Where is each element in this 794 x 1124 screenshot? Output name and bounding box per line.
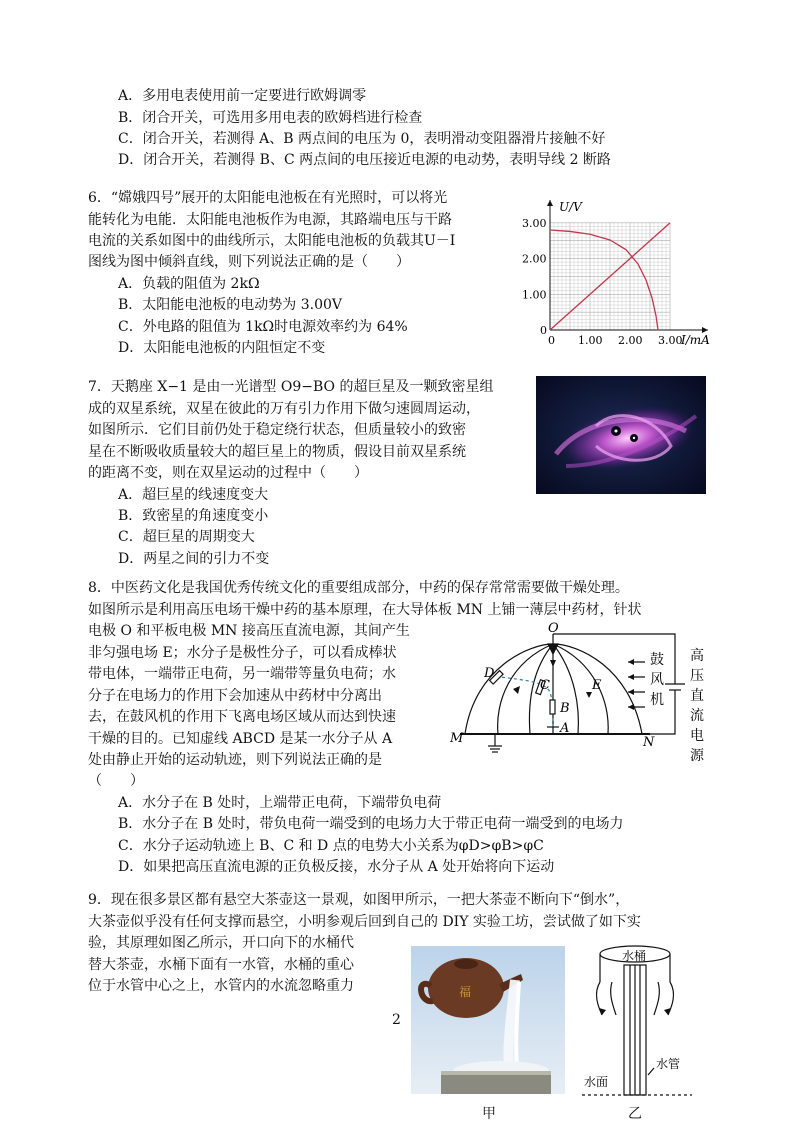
electric-field-diagram	[450, 622, 720, 782]
chart-axes	[547, 200, 708, 333]
chart-y-tick-label: 2.00	[522, 252, 547, 266]
label-b: B	[560, 701, 570, 716]
label-e: E	[592, 678, 602, 693]
figure-yi-caption: 乙	[628, 1106, 642, 1122]
q6-option-b: B．太阳能电池板的电动势为 3.00V	[118, 297, 343, 313]
teapot-photo	[411, 946, 565, 1094]
label-c: C	[540, 678, 550, 693]
q7-stem-1: 7．天鹅座 X−1 是由一光谱型 O9−BO 的超巨星及一颗致密星组	[88, 379, 494, 395]
source-label-6: 源	[690, 748, 704, 764]
q8-stem-9: 处由静止开始的运动轨迹，则下列说法正确的是	[88, 752, 382, 768]
q5-option-d: D．闭合开关，若测得 B、C 两点间的电压接近电源的电动势，表明导线 2 断路	[118, 152, 611, 168]
q7-stem-2: 成的双星系统，双星在彼此的万有引力作用下做匀速圆周运动，	[88, 401, 480, 417]
q9-stem-4: 替大茶壶，水桶下面有一水管，水桶的重心	[88, 957, 354, 973]
q7-stem-3: 如图所示．它们目前仍处于稳定绕行状态，但质量较小的致密	[88, 422, 466, 438]
source-label-5: 电	[690, 728, 704, 744]
q6-option-d: D．太阳能电池板的内阻恒定不变	[118, 340, 326, 356]
high-voltage-source-label	[690, 647, 705, 764]
q6-stem-3: 电流的关系如图中的曲线所示，太阳能电池板的负载其U－I	[88, 233, 456, 249]
source-label-4: 流	[690, 708, 704, 724]
q7-option-b: B．致密星的角速度变小	[118, 508, 269, 524]
chart-y-tick-label: 3.00	[522, 216, 547, 230]
q8-option-b: B．水分子在 B 处时，带负电荷一端受到的电场力大于带正电荷一端受到的电场力	[118, 816, 624, 832]
fan-label-1: 鼓	[650, 652, 664, 668]
water-surface-label: 水面	[584, 1075, 609, 1089]
pipe-label: 水管	[656, 1057, 681, 1071]
chart-x-axis-label: I/mA	[681, 333, 710, 347]
bucket-label: 水桶	[622, 949, 647, 963]
q8-option-d: D．如果把高压直流电源的正负极反接，水分子从 A 处开始将向下运动	[118, 859, 555, 875]
fan-label	[650, 651, 664, 708]
chart-x-tick-label: 1.00	[578, 334, 603, 347]
q8-stem-7: 去，在鼓风机的作用下飞离电场区域从而达到快速	[88, 709, 396, 725]
q9-stem-5: 位于水管中心之上，水管内的水流忽略重力	[88, 978, 354, 994]
source-label-1: 高	[690, 648, 704, 664]
label-a: A	[560, 721, 570, 736]
label-n: N	[643, 735, 655, 750]
q5-option-a: A．多用电表使用前一定要进行欧姆调零	[118, 88, 367, 104]
q7-option-c: C．超巨星的周期变大	[118, 529, 255, 545]
q8-option-a: A．水分子在 B 处时，上端带正电荷，下端带负电荷	[118, 795, 442, 811]
fan-label-2: 风	[650, 672, 664, 688]
q8-option-c: C．水分子运动轨迹上 B、C 和 D 点的电势大小关系为φD>φB>φC	[118, 838, 544, 854]
q8-stem-6: 分子在电场力的作用下会加速从中药材中分离出	[88, 688, 382, 704]
q6-option-c: C．外电路的阻值为 1kΩ时电源效率约为 64%	[118, 319, 408, 335]
chart-y-axis-label: U/V	[559, 200, 582, 214]
q8-stem-4: 非匀强电场 E；水分子是极性分子，可以看成棒状	[88, 645, 397, 661]
label-m: M	[450, 731, 464, 746]
chart-y-tick-label: 1.00	[522, 288, 547, 302]
q6-ui-chart	[520, 195, 720, 350]
q5-option-c: C．闭合开关，若测得 A、B 两点间的电压为 0，表明滑动变阻器滑片接触不好	[118, 131, 606, 147]
q6-stem-2: 能转化为电能．太阳能电池板作为电源，其路端电压与干路	[88, 212, 452, 228]
q8-stem-8: 干燥的目的。已知虚线 ABCD 是某一水分子从 A	[88, 731, 393, 747]
label-d: D	[484, 666, 495, 681]
svg-text:福: 福	[459, 985, 472, 999]
fan-label-3: 机	[650, 692, 664, 708]
q5-option-b: B．闭合开关，可选用多用电表的欧姆档进行检查	[118, 110, 423, 126]
source-label-2: 压	[690, 668, 704, 684]
label-o: O	[548, 622, 559, 636]
q8-stem-5: 带电体，一端带正电荷，另一端带等量负电荷；水	[88, 666, 396, 682]
binary-star-image	[536, 376, 706, 494]
bucket-pipe-diagram	[572, 940, 702, 1102]
chart-y-tick-label: 0	[540, 324, 547, 337]
chart-x-tick-label: 0	[548, 334, 555, 347]
chart-x-tick-label: 2.00	[618, 334, 643, 347]
q9-stem-3: 验，其原理如图乙所示，开口向下的水桶代	[88, 935, 354, 951]
figure-jia-caption: 甲	[482, 1106, 496, 1122]
chart-x-tick-label: 3.00	[658, 334, 683, 347]
q8-stem-10: （ ）	[88, 773, 144, 789]
q6-stem-4: 图线为图中倾斜直线，则下列说法正确的是（ ）	[88, 254, 410, 270]
q9-stem-2: 大茶壶似乎没有任何支撑而悬空，小明参观后回到自己的 DIY 实验工坊，尝试做了如下实	[88, 914, 641, 930]
page-number: 2	[392, 1012, 401, 1028]
q8-stem-3: 电极 O 和平板电极 MN 接高压直流电源，其间产生	[88, 623, 410, 639]
q8-stem-1: 8．中医药文化是我国优秀传统文化的重要组成部分，中药的保存常常需要做干燥处理。	[88, 580, 629, 596]
q7-option-d: D．两星之间的引力不变	[118, 551, 270, 567]
q6-option-a: A．负载的阻值为 2kΩ	[118, 276, 260, 292]
q9-stem-1: 9．现在很多景区都有悬空大茶壶这一景观，如图甲所示，一把大茶壶不断向下“倒水”，	[88, 892, 630, 908]
chart-y-arrow	[547, 200, 553, 206]
q7-option-a: A．超巨星的线速度变大	[118, 487, 269, 503]
q8-stem-2: 如图所示是利用高压电场干燥中药的基本原理，在大导体板 MN 上铺一薄层中药材，针状	[88, 602, 642, 618]
source-label-3: 直	[690, 688, 704, 704]
q7-stem-4: 星在不断吸收质量较大的超巨星上的物质，假设目前双星系统	[88, 444, 466, 460]
q7-stem-5: 的距离不变，则在双星运动的过程中（ ）	[88, 465, 368, 481]
q6-stem-1: 6．“嫦娥四号”展开的太阳能电池板在有光照时，可以将光	[88, 190, 448, 206]
